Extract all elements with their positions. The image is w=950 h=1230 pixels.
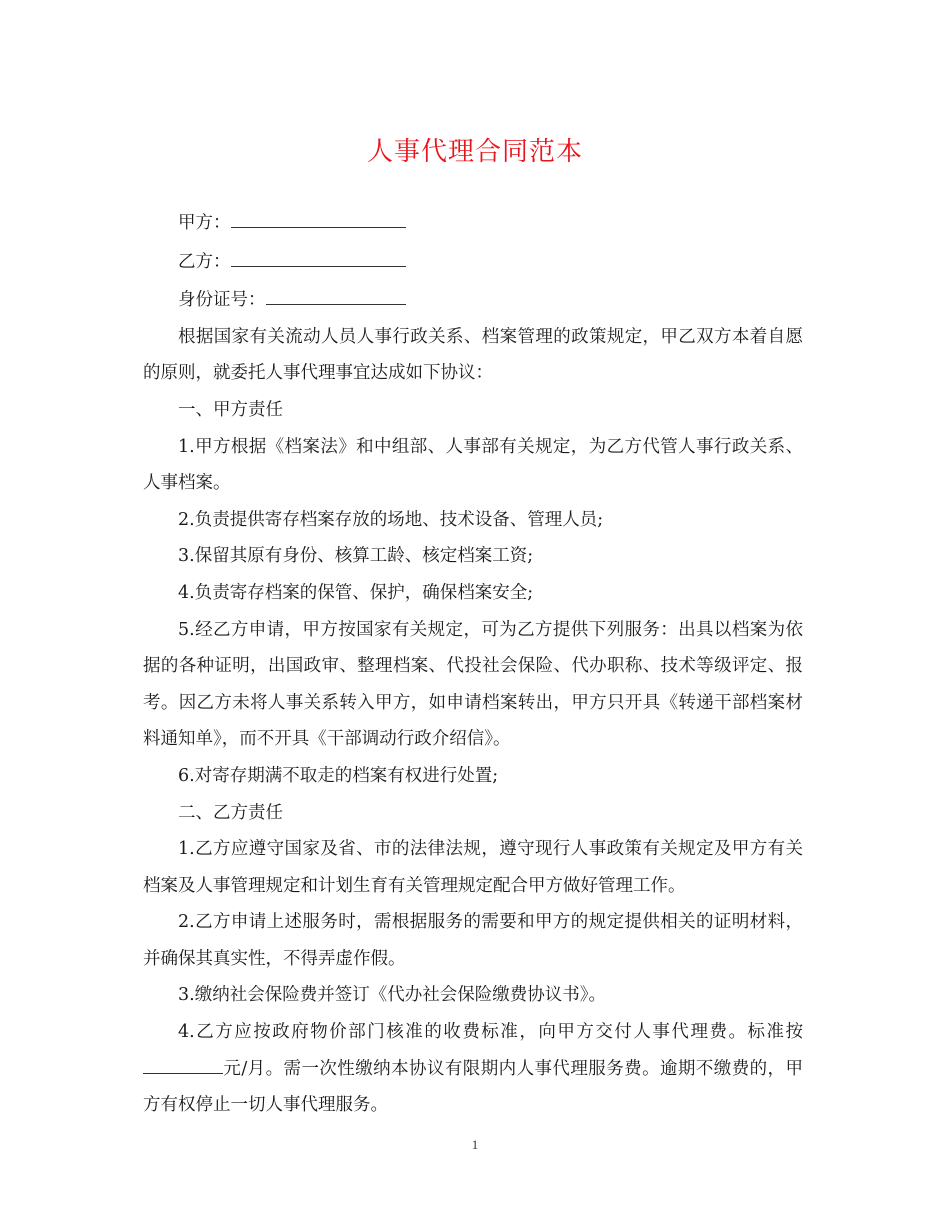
party-a-label: 甲方： — [178, 213, 231, 233]
document-title: 人事代理合同范本 — [366, 137, 583, 167]
section1-item-1: 1.甲方根据《档案法》和中组部、人事部有关规定，为乙方代管人事行政关系、人事档案。 — [143, 436, 803, 494]
id-number-blank[interactable] — [266, 280, 406, 305]
intro-paragraph: 根据国家有关流动人员人事行政关系、档案管理的政策规定，甲乙双方本着自愿的原则，就委托人事代理事宜达成如下协议： — [143, 326, 803, 384]
section1-item-2: 2.负责提供寄存档案存放的场地、技术设备、管理人员; — [178, 509, 604, 530]
party-b-label: 乙方： — [178, 251, 231, 272]
id-number-field — [143, 280, 803, 319]
party-b-field — [143, 242, 803, 281]
section1-heading: 一、甲方责任 — [178, 399, 283, 420]
fee-amount-blank[interactable] — [143, 1051, 223, 1074]
page-number: 1 — [471, 1137, 479, 1152]
document-body — [143, 203, 803, 1124]
section2-item-4 — [143, 1014, 803, 1124]
party-a-blank[interactable] — [231, 203, 406, 228]
section1-item-3: 3.保留其原有身份、核算工龄、核定档案工资; — [178, 546, 534, 567]
party-a-field — [143, 203, 803, 242]
section2-item-1: 1.乙方应遵守国家及省、市的法律法规，遵守现行人事政策有关规定及甲方有关档案及人事管理规定和计划生育有关管理规定配合甲方做好管理工作。 — [143, 839, 803, 896]
party-b-blank[interactable] — [231, 242, 406, 267]
section2-item-4-text-before: 4.乙方应按政府物价部门核准的收费标准，向甲方交付人事代理费。标准按 — [178, 1022, 803, 1043]
section2-item-3: 3.缴纳社会保险费并签订《代办社会保险缴费协议书》。 — [178, 985, 606, 1006]
section1-item-5: 5.经乙方申请，甲方按国家有关规定，可为乙方提供下列服务：出具以档案为依据的各种证明，出国政审、整理档案、代投社会保险、代办职称、技术等级评定、报考。因乙方未将人事关系转入甲方，如申请档案转出，甲方只开具《转递干部档案材料通知单》，而不开具《干部调动行政介绍信》。 — [143, 619, 803, 750]
id-number-label: 身份证号： — [178, 290, 266, 311]
section2-heading: 二、乙方责任 — [178, 802, 283, 823]
section1-item-4: 4.负责寄存档案的保管、保护，确保档案安全; — [178, 582, 534, 603]
section2-item-4-text-after: 元/月。需一次性缴纳本协议有限期内人事代理服务费。逾期不缴费的，甲方有权停止一切人事代理服务。 — [143, 1058, 803, 1116]
section2-item-2: 2.乙方申请上述服务时，需根据服务的需要和甲方的规定提供相关的证明材料，并确保其真实性，不得弄虚作假。 — [143, 912, 803, 969]
section1-item-6: 6.对寄存期满不取走的档案有权进行处置; — [178, 765, 499, 786]
